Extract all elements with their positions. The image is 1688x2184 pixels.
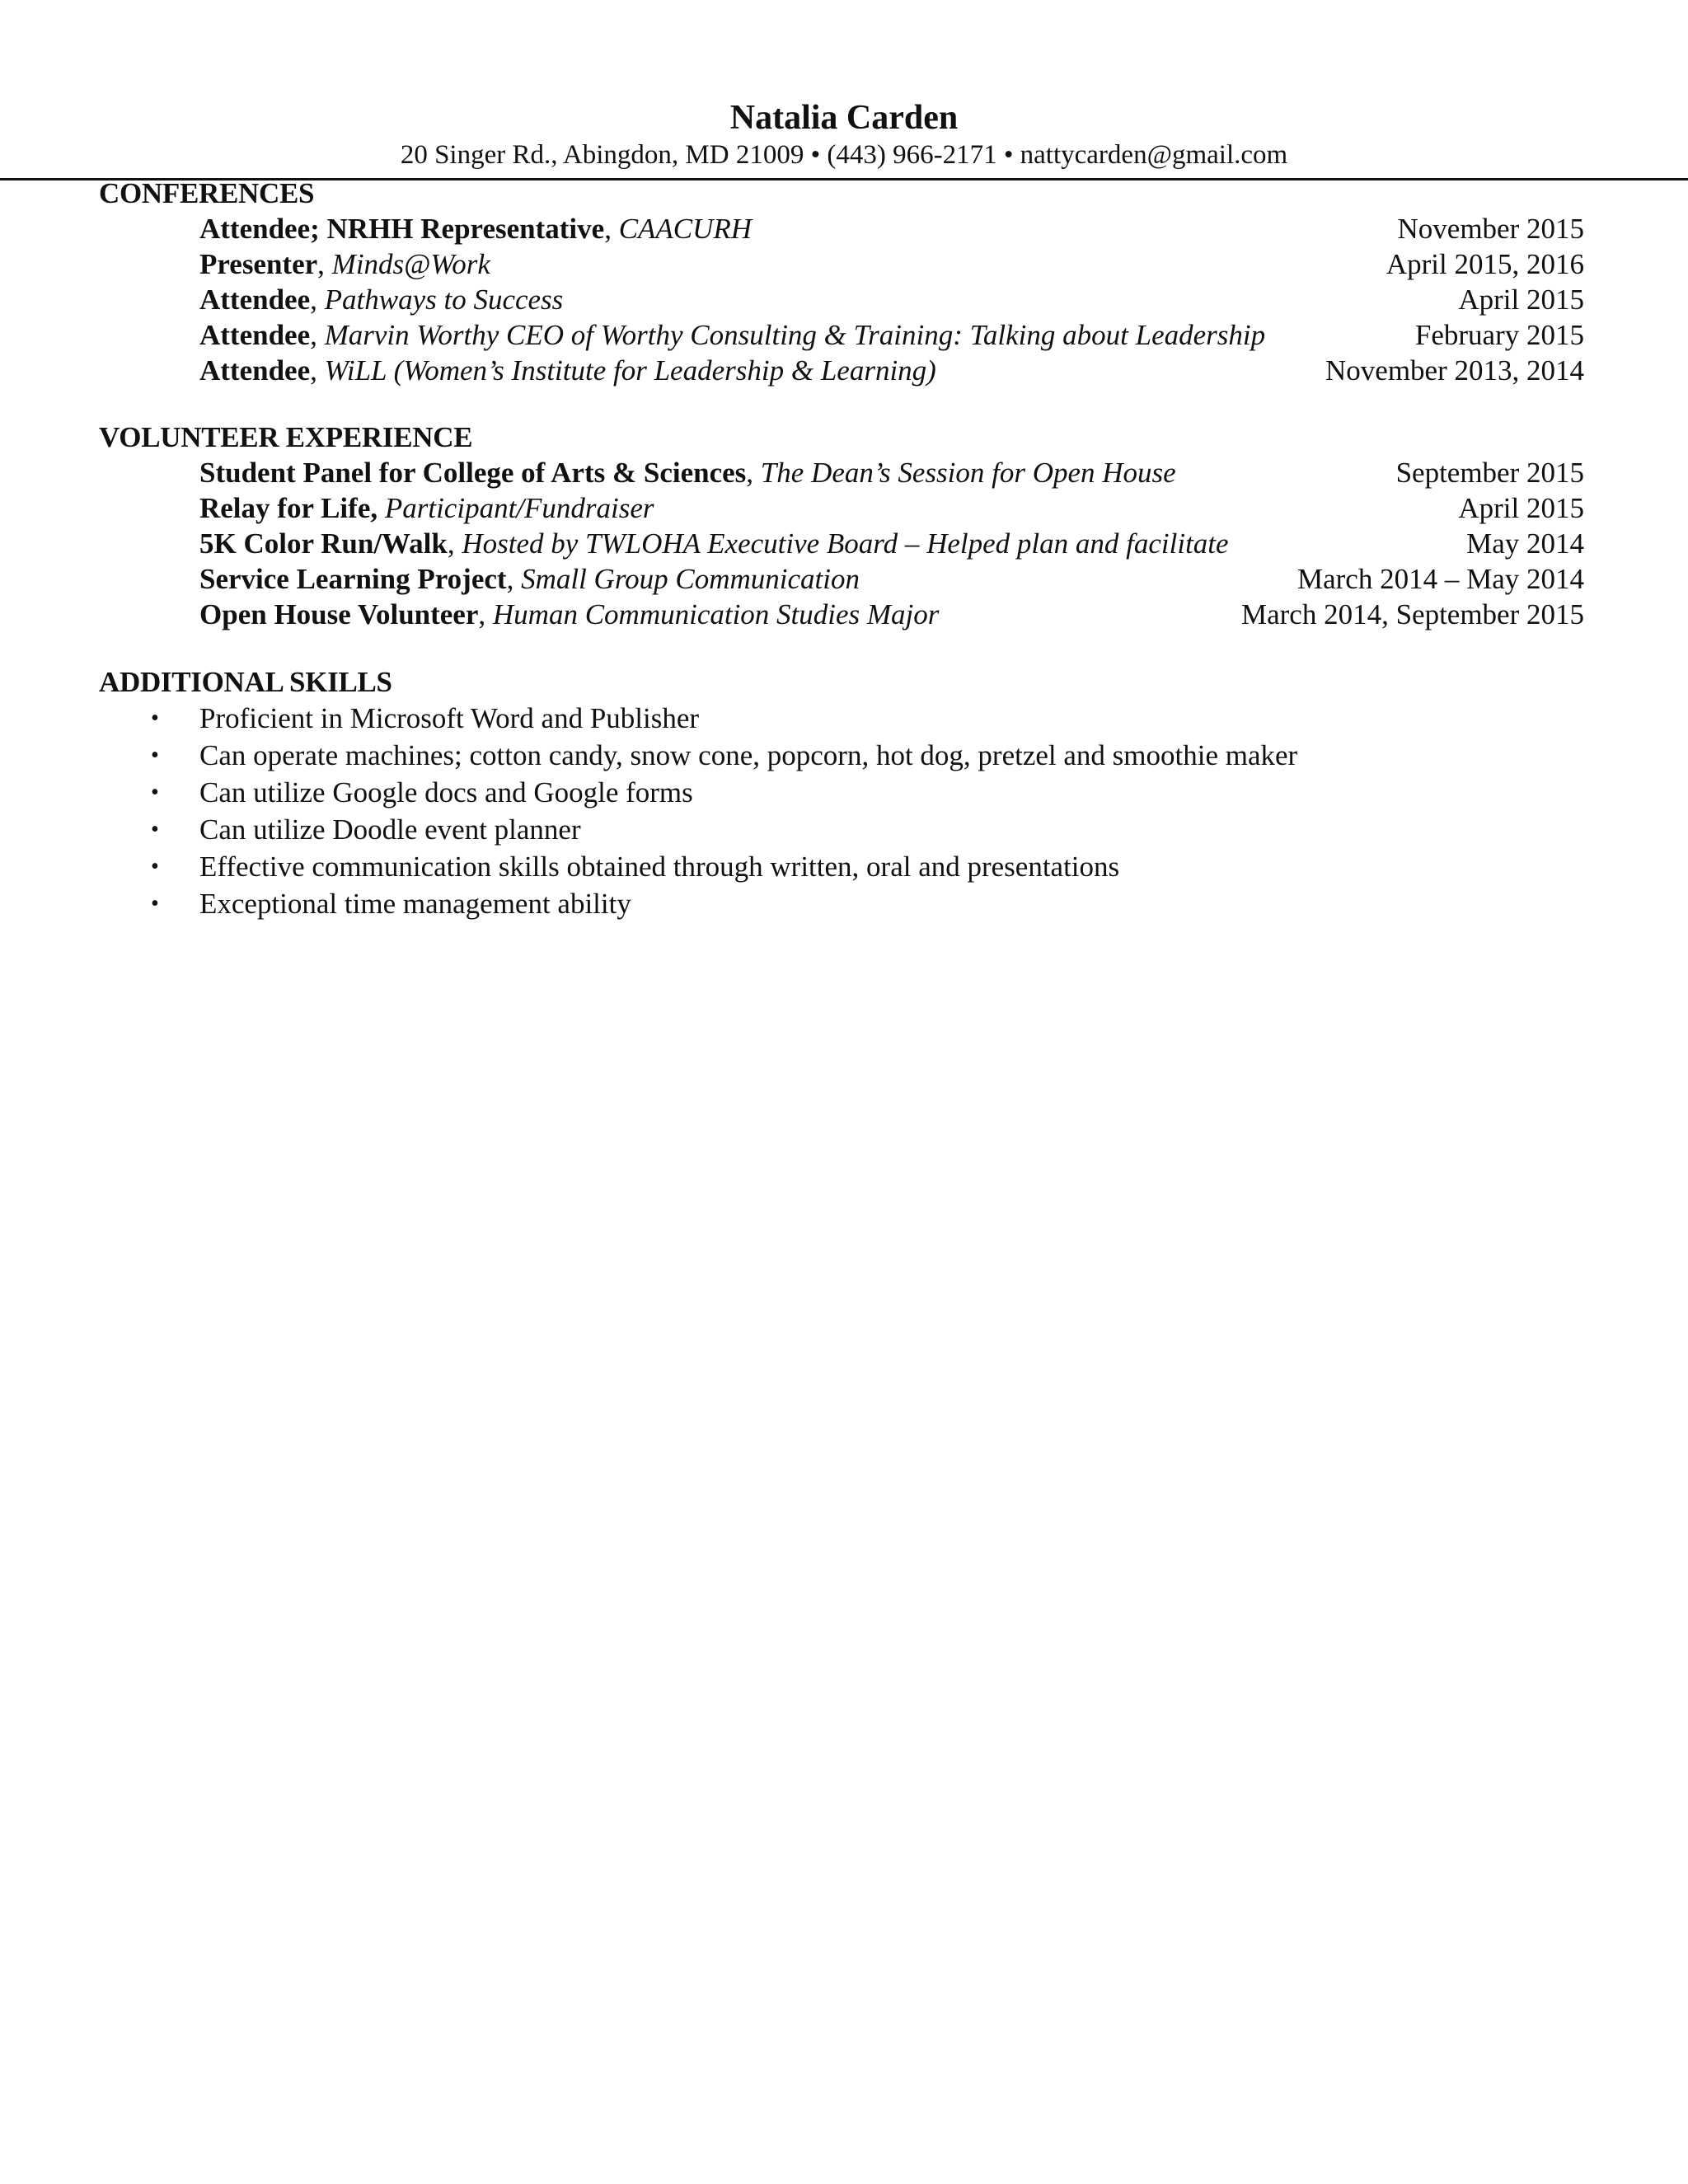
entry-separator <box>377 492 385 524</box>
skill-item <box>99 737 1582 774</box>
entry-description: WiLL (Women’s Institute for Leadership & Learning) <box>324 354 936 387</box>
entry-role: 5K Color Run/Walk <box>199 527 448 560</box>
volunteer-entry <box>199 490 1584 526</box>
entry-date: February 2015 <box>1414 319 1584 351</box>
resume-header <box>0 97 1688 171</box>
entry-date: September 2015 <box>1395 457 1584 489</box>
conference-entry <box>199 317 1584 353</box>
volunteer-entry <box>199 455 1584 490</box>
entry-date: April 2015, 2016 <box>1386 248 1584 280</box>
section-title-conferences: CONFERENCES <box>99 177 315 209</box>
entry-date: March 2014, September 2015 <box>1240 598 1584 630</box>
entry-description: Marvin Worthy CEO of Worthy Consulting & Training: Talking about Leadership <box>324 319 1266 351</box>
entry-separator: , <box>317 248 332 280</box>
entry-separator: , <box>506 563 522 595</box>
entry-description: Minds@Work <box>331 248 490 280</box>
section-title-skills: ADDITIONAL SKILLS <box>99 666 392 698</box>
entry-role: Presenter <box>199 248 318 280</box>
entry-role: Relay for Life, <box>199 492 378 524</box>
skill-text: Exceptional time management ability <box>199 888 631 920</box>
entry-separator: , <box>310 319 325 351</box>
entry-separator: , <box>310 284 325 316</box>
entry-role: Open House Volunteer <box>199 598 479 630</box>
conference-entry <box>199 282 1584 317</box>
contact-line: 20 Singer Rd., Abingdon, MD 21009 • (443) 966-2171 • nattycarden@gmail.com <box>400 140 1288 170</box>
entry-date: March 2014 – May 2014 <box>1296 563 1584 595</box>
entry-separator: , <box>478 598 493 630</box>
skill-item <box>99 774 1582 811</box>
skill-text: Proficient in Microsoft Word and Publisher <box>199 702 700 734</box>
entry-separator: , <box>746 457 761 489</box>
entry-role: Attendee <box>199 319 311 351</box>
entry-separator: , <box>447 527 462 560</box>
entry-description: CAACURH <box>618 213 753 245</box>
skill-text: Effective communication skills obtained through written, oral and presentations <box>199 851 1120 883</box>
skill-text: Can utilize Google docs and Google forms <box>199 776 693 808</box>
skill-text: Can utilize Doodle event planner <box>199 813 581 846</box>
entry-description: Hosted by TWLOHA Executive Board – Helped plan and facilitate <box>462 527 1229 560</box>
volunteer-entry <box>199 526 1584 561</box>
conference-entry <box>199 246 1584 282</box>
volunteer-entry <box>199 561 1584 597</box>
conferences-section <box>99 176 1582 388</box>
entry-date: November 2015 <box>1397 213 1584 245</box>
bullet-icon: • <box>151 743 159 768</box>
conference-entry <box>199 353 1584 388</box>
volunteer-entry <box>199 597 1584 632</box>
entry-date: November 2013, 2014 <box>1325 354 1584 387</box>
skill-item <box>99 848 1582 885</box>
entry-role: Attendee <box>199 284 311 316</box>
entry-separator: , <box>604 213 619 245</box>
entry-date: April 2015 <box>1458 284 1584 316</box>
entry-date: May 2014 <box>1466 527 1584 560</box>
volunteer-section <box>99 420 1582 632</box>
candidate-name: Natalia Carden <box>729 99 959 137</box>
conference-entry <box>199 211 1584 246</box>
bullet-icon: • <box>151 854 159 879</box>
skill-item <box>99 700 1582 737</box>
entry-role: Service Learning Project <box>199 563 507 595</box>
bullet-icon: • <box>151 817 159 842</box>
entry-description: Small Group Communication <box>521 563 860 595</box>
entry-description: Pathways to Success <box>324 284 564 316</box>
entry-role: Student Panel for College of Arts & Sciences <box>199 457 747 489</box>
skill-text: Can operate machines; cotton candy, snow cone, popcorn, hot dog, pretzel and smoothie maker <box>199 739 1298 771</box>
section-title-volunteer: VOLUNTEER EXPERIENCE <box>99 421 473 453</box>
bullet-icon: • <box>151 705 159 731</box>
bullet-icon: • <box>151 780 159 805</box>
entry-description: The Dean’s Session for Open House <box>760 457 1176 489</box>
entry-role: Attendee <box>199 354 311 387</box>
bullet-icon: • <box>151 891 159 916</box>
entry-description: Participant/Fundraiser <box>384 492 654 524</box>
skills-list <box>99 700 1582 922</box>
entry-date: April 2015 <box>1458 492 1584 524</box>
entry-role: Attendee; NRHH Representative <box>199 213 605 245</box>
entry-separator: , <box>310 354 325 387</box>
skill-item <box>99 811 1582 848</box>
entry-description: Human Communication Studies Major <box>492 598 940 630</box>
skill-item <box>99 885 1582 922</box>
skills-section <box>99 665 1582 922</box>
